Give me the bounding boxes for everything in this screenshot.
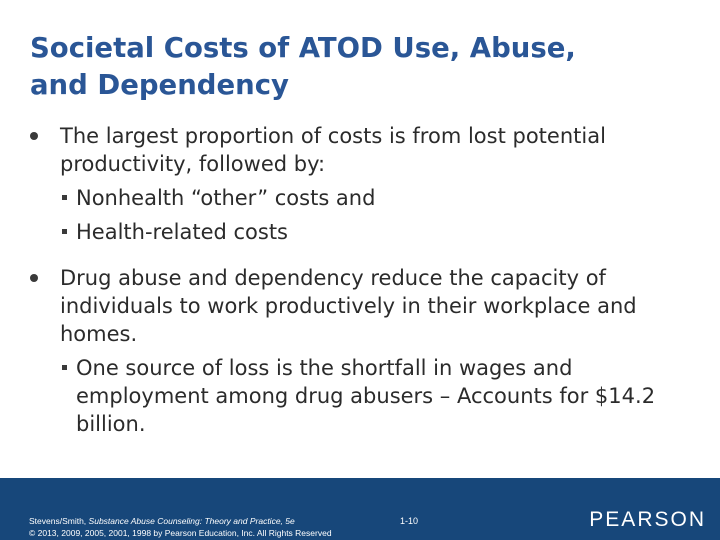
footer-copyright: © 2013, 2009, 2005, 2001, 1998 by Pearson Education, Inc. All Rights Reserved bbox=[29, 528, 332, 538]
footer-citation bbox=[29, 516, 295, 527]
slide-title-line-1: Societal Costs of ATOD Use, Abuse, bbox=[30, 32, 576, 64]
bullet-text: Drug abuse and dependency reduce the capacity of individuals to work productively in their workplace and homes. bbox=[60, 266, 637, 346]
sub-bullet-text: Health-related costs bbox=[76, 220, 288, 244]
sub-bullet-item bbox=[60, 354, 690, 438]
sub-bullet-item bbox=[60, 184, 690, 212]
bullet-dot-icon bbox=[30, 274, 38, 282]
slide-title bbox=[30, 30, 690, 104]
sub-bullet-text: Nonhealth “other” costs and bbox=[76, 186, 376, 210]
slide-footer bbox=[0, 478, 720, 540]
sub-bullet-text: One source of loss is the shortfall in wages and employment among drug abusers – Accounts for $14.2 billion. bbox=[76, 356, 656, 436]
bullet-item bbox=[30, 122, 690, 246]
sub-bullet-square-icon bbox=[62, 229, 67, 234]
sub-bullet-item bbox=[60, 218, 690, 246]
bullet-text: The largest proportion of costs is from lost potential productivity, followed by: bbox=[60, 124, 606, 176]
bullet-dot-icon bbox=[30, 132, 38, 140]
footer-book-title: Substance Abuse Counseling: Theory and Practice, 5e bbox=[88, 516, 295, 526]
sub-bullet-square-icon bbox=[62, 365, 67, 370]
slide-content bbox=[30, 122, 690, 438]
footer-authors: Stevens/Smith, bbox=[29, 516, 87, 526]
slide-title-line-2: and Dependency bbox=[30, 69, 289, 101]
pearson-logo: PEARSON bbox=[589, 508, 706, 531]
page-number: 1-10 bbox=[400, 516, 419, 526]
bullet-item bbox=[30, 264, 690, 438]
sub-bullet-square-icon bbox=[62, 195, 67, 200]
